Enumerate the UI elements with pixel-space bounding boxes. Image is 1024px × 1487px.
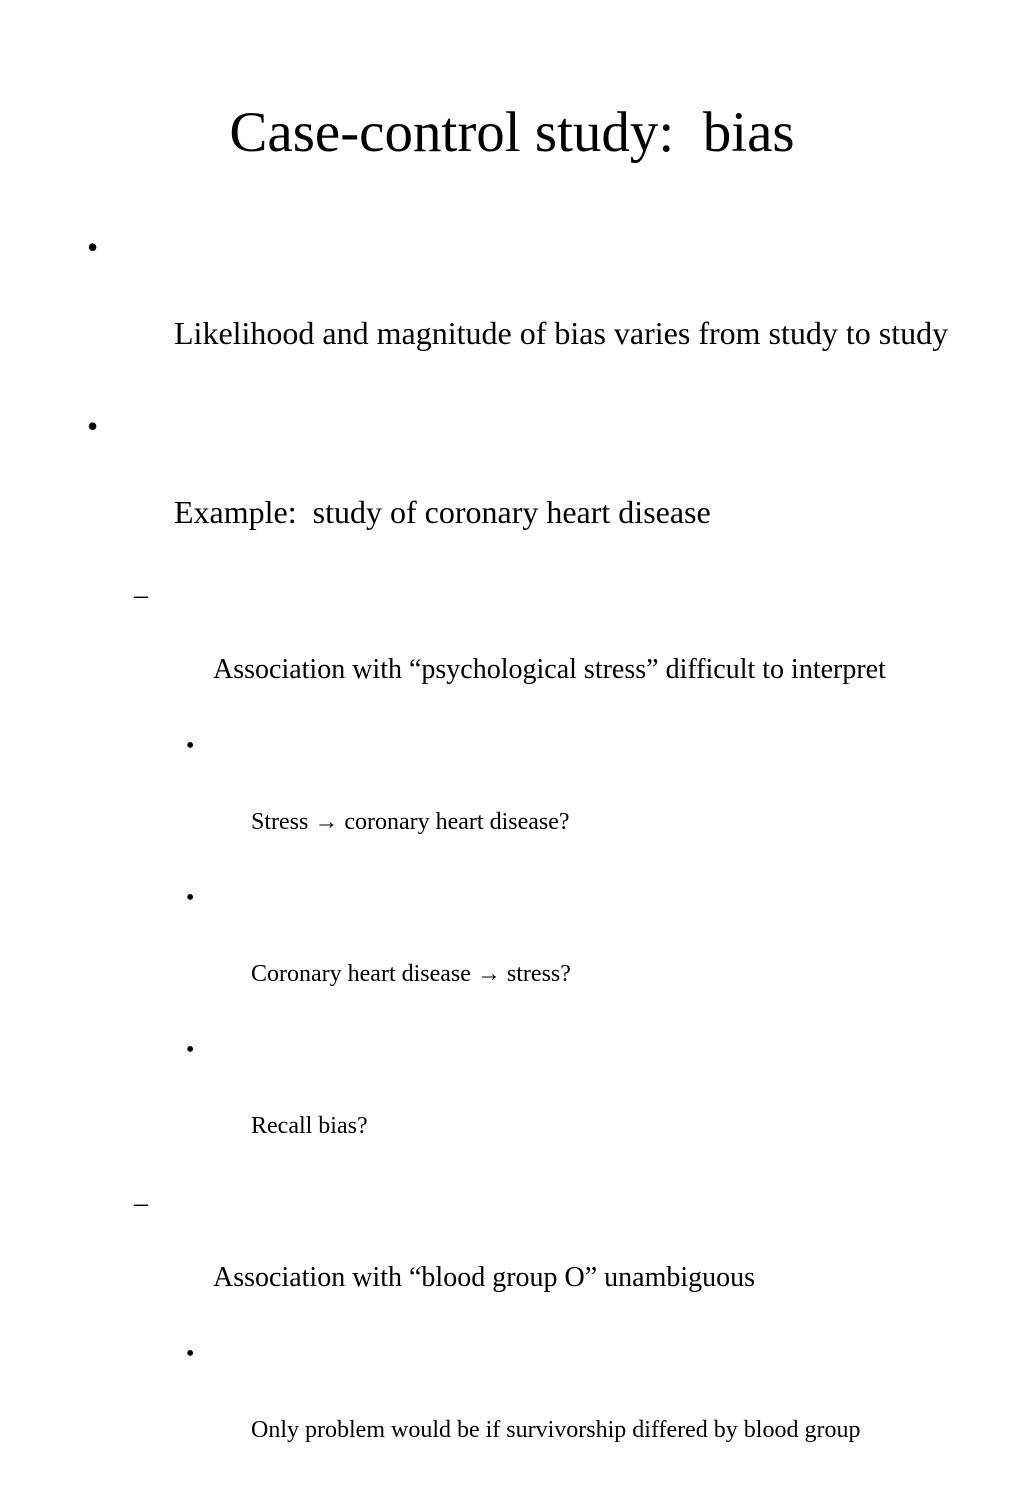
bullet-text: Example: study of coronary heart disease xyxy=(174,494,711,530)
slide-body xyxy=(84,226,984,1487)
sub-sub-bullet-text: Stress → coronary heart disease? xyxy=(251,809,570,835)
bullet-marker: • xyxy=(186,1341,195,1367)
bullet-marker: • xyxy=(186,733,195,759)
sub-sub-bullet-item xyxy=(84,1031,984,1183)
sub-bullet-text: Association with “blood group O” unambiguous xyxy=(213,1262,756,1293)
bullet-item xyxy=(84,226,984,398)
bullet-marker: • xyxy=(186,1037,195,1063)
sub-sub-bullet-item xyxy=(84,879,984,1031)
bullet-marker: • xyxy=(87,408,99,444)
sub-bullet-item xyxy=(84,577,901,725)
bullet-marker: • xyxy=(87,229,99,265)
slide-title: Case-control study: bias xyxy=(229,101,795,164)
dash-marker: – xyxy=(134,580,148,611)
sub-sub-bullet-item xyxy=(84,727,984,879)
bullet-item xyxy=(84,405,984,577)
sub-sub-bullet-text: Only problem would be if survivorship differed by blood group xyxy=(251,1417,861,1443)
sub-sub-bullet-text: Coronary heart disease → stress? xyxy=(251,961,571,987)
sub-sub-bullet-text: Recall bias? xyxy=(251,1113,368,1139)
dash-marker: – xyxy=(134,1188,148,1219)
bullet-text: Likelihood and magnitude of bias varies from study to study xyxy=(174,315,949,351)
sub-sub-bullet-item xyxy=(84,1335,984,1487)
sub-bullet-item xyxy=(84,1185,901,1333)
bullet-marker: • xyxy=(186,885,195,911)
sub-bullet-text: Association with “psychological stress” difficult to interpret xyxy=(213,654,886,685)
